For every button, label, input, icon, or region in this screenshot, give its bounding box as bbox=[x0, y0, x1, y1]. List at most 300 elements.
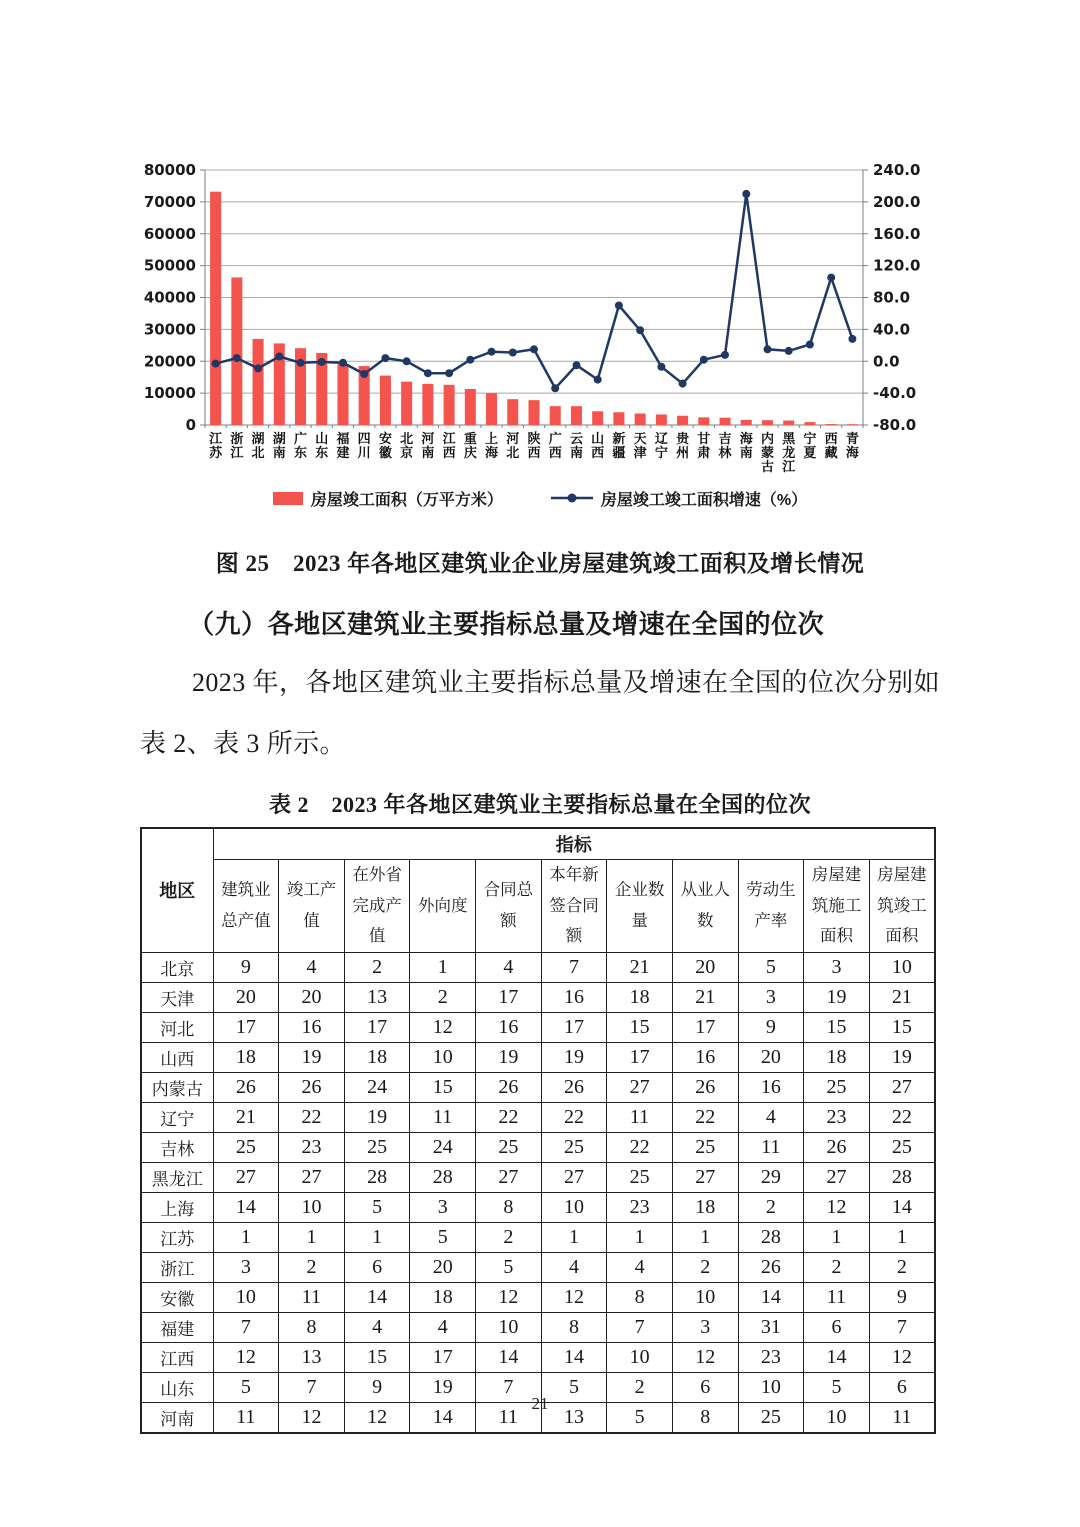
rank-cell: 13 bbox=[541, 1402, 607, 1433]
bar-甘肃 bbox=[698, 417, 709, 425]
cat-label-陕西: 陕西 bbox=[527, 431, 541, 460]
completion-area-chart bbox=[140, 148, 940, 478]
cat-label-内蒙古: 内蒙古 bbox=[760, 431, 774, 474]
rank-cell: 5 bbox=[541, 1372, 607, 1402]
region-cell: 福建 bbox=[141, 1312, 213, 1342]
point-云南 bbox=[573, 361, 581, 369]
column-header: 劳动生产率 bbox=[738, 860, 804, 953]
rank-cell: 7 bbox=[607, 1312, 673, 1342]
rank-cell: 15 bbox=[607, 1012, 673, 1042]
cat-label-辽宁: 辽宁 bbox=[654, 431, 668, 460]
rank-cell: 2 bbox=[279, 1252, 345, 1282]
rank-cell: 26 bbox=[738, 1252, 804, 1282]
rank-cell: 22 bbox=[541, 1102, 607, 1132]
table-row bbox=[141, 1102, 935, 1132]
point-宁夏 bbox=[806, 341, 814, 349]
table-row bbox=[141, 1312, 935, 1342]
rank-cell: 15 bbox=[410, 1072, 476, 1102]
region-cell: 河南 bbox=[141, 1402, 213, 1433]
rank-cell: 14 bbox=[738, 1282, 804, 1312]
rank-cell: 19 bbox=[279, 1042, 345, 1072]
rank-cell: 1 bbox=[541, 1222, 607, 1252]
rank-cell: 12 bbox=[541, 1282, 607, 1312]
rank-cell: 22 bbox=[279, 1102, 345, 1132]
rank-cell: 10 bbox=[804, 1402, 870, 1433]
bar-重庆 bbox=[465, 389, 476, 425]
rank-cell: 27 bbox=[476, 1162, 542, 1192]
point-上海 bbox=[488, 348, 496, 356]
cat-label-重庆: 重庆 bbox=[463, 431, 477, 460]
cat-label-安徽: 安徽 bbox=[378, 431, 392, 460]
rank-cell: 2 bbox=[738, 1192, 804, 1222]
rank-cell: 27 bbox=[607, 1072, 673, 1102]
rank-cell: 2 bbox=[672, 1252, 738, 1282]
column-header: 合同总额 bbox=[476, 860, 542, 953]
point-海南 bbox=[742, 190, 750, 198]
rank-cell: 27 bbox=[804, 1162, 870, 1192]
table-row bbox=[141, 1132, 935, 1162]
rank-cell: 26 bbox=[672, 1072, 738, 1102]
right-axis-tick: 240.0 bbox=[873, 161, 921, 179]
rank-cell: 17 bbox=[410, 1342, 476, 1372]
table-row bbox=[141, 1012, 935, 1042]
rank-cell: 18 bbox=[672, 1192, 738, 1222]
point-江西 bbox=[445, 369, 453, 377]
rank-cell: 25 bbox=[607, 1162, 673, 1192]
rank-cell: 20 bbox=[410, 1252, 476, 1282]
rank-cell: 18 bbox=[607, 982, 673, 1012]
rank-cell: 18 bbox=[344, 1042, 410, 1072]
cat-label-上海: 上海 bbox=[485, 431, 499, 460]
rank-cell: 5 bbox=[738, 952, 804, 982]
page-number: 21 bbox=[531, 1394, 549, 1413]
rank-cell: 25 bbox=[541, 1132, 607, 1162]
rank-cell: 3 bbox=[410, 1192, 476, 1222]
chart-legend bbox=[140, 485, 940, 511]
bar-河北 bbox=[507, 399, 518, 425]
table-row bbox=[141, 1252, 935, 1282]
rank-cell: 6 bbox=[672, 1372, 738, 1402]
bar-山西 bbox=[592, 411, 603, 425]
rank-cell: 20 bbox=[279, 982, 345, 1012]
rank-cell: 21 bbox=[869, 982, 935, 1012]
rank-cell: 1 bbox=[804, 1222, 870, 1252]
cat-label-甘肃: 甘肃 bbox=[697, 431, 711, 460]
table-row bbox=[141, 1342, 935, 1372]
rank-cell: 19 bbox=[541, 1042, 607, 1072]
cat-label-广东: 广东 bbox=[294, 431, 308, 460]
rank-cell: 16 bbox=[672, 1042, 738, 1072]
rank-cell: 6 bbox=[344, 1252, 410, 1282]
table-row bbox=[141, 1222, 935, 1252]
rank-cell: 31 bbox=[738, 1312, 804, 1342]
rank-cell: 14 bbox=[476, 1342, 542, 1372]
cat-label-四川: 四川 bbox=[357, 431, 371, 460]
rank-cell: 11 bbox=[213, 1402, 279, 1433]
rank-cell: 12 bbox=[804, 1192, 870, 1222]
point-河南 bbox=[424, 369, 432, 377]
point-北京 bbox=[403, 357, 411, 365]
figure-caption: 图 25 2023 年各地区建筑业企业房屋建筑竣工面积及增长情况 bbox=[215, 551, 865, 576]
rank-cell: 12 bbox=[344, 1402, 410, 1433]
cat-label-浙江: 浙江 bbox=[230, 431, 244, 460]
rank-cell: 14 bbox=[541, 1342, 607, 1372]
rank-cell: 17 bbox=[213, 1012, 279, 1042]
legend-item-bar bbox=[273, 487, 503, 510]
rank-cell: 27 bbox=[213, 1162, 279, 1192]
rank-cell: 4 bbox=[607, 1252, 673, 1282]
rank-cell: 15 bbox=[804, 1012, 870, 1042]
region-cell: 北京 bbox=[141, 952, 213, 982]
rank-cell: 8 bbox=[541, 1312, 607, 1342]
rank-cell: 10 bbox=[279, 1192, 345, 1222]
column-header: 竣工产值 bbox=[279, 860, 345, 953]
region-cell: 河北 bbox=[141, 1012, 213, 1042]
cat-label-西藏: 西藏 bbox=[824, 431, 838, 460]
point-辽宁 bbox=[657, 363, 665, 371]
right-axis-tick: 40.0 bbox=[873, 320, 911, 339]
rank-cell: 29 bbox=[738, 1162, 804, 1192]
rank-cell: 2 bbox=[476, 1222, 542, 1252]
column-header: 房屋建筑竣工面积 bbox=[869, 860, 935, 953]
right-axis-tick: 160.0 bbox=[873, 224, 921, 243]
bar-西藏 bbox=[826, 424, 837, 425]
bar-黑龙江 bbox=[783, 421, 794, 425]
point-西藏 bbox=[827, 274, 835, 282]
left-axis-tick: 30000 bbox=[143, 320, 196, 339]
point-陕西 bbox=[530, 345, 538, 353]
rank-cell: 5 bbox=[213, 1372, 279, 1402]
rank-cell: 17 bbox=[672, 1012, 738, 1042]
rank-cell: 13 bbox=[344, 982, 410, 1012]
rank-cell: 1 bbox=[672, 1222, 738, 1252]
rank-cell: 25 bbox=[804, 1072, 870, 1102]
rank-cell: 28 bbox=[410, 1162, 476, 1192]
left-axis-tick: 10000 bbox=[143, 384, 196, 403]
rank-cell: 1 bbox=[344, 1222, 410, 1252]
rank-cell: 1 bbox=[869, 1222, 935, 1252]
bar-安徽 bbox=[380, 376, 391, 425]
column-header: 外向度 bbox=[410, 860, 476, 953]
rank-cell: 9 bbox=[738, 1012, 804, 1042]
rank-cell: 19 bbox=[476, 1042, 542, 1072]
legend-line-label: 房屋竣工竣工面积增速（%） bbox=[600, 491, 808, 509]
rank-cell: 24 bbox=[410, 1132, 476, 1162]
line-series bbox=[212, 190, 857, 392]
rank-cell: 10 bbox=[476, 1312, 542, 1342]
region-cell: 江苏 bbox=[141, 1222, 213, 1252]
cat-label-江西: 江西 bbox=[442, 431, 456, 460]
rank-cell: 16 bbox=[279, 1012, 345, 1042]
rank-cell: 2 bbox=[344, 952, 410, 982]
cat-label-新疆: 新疆 bbox=[612, 431, 626, 460]
cat-label-天津: 天津 bbox=[633, 431, 647, 460]
bar-swatch-icon bbox=[273, 492, 303, 505]
table-row bbox=[141, 1042, 935, 1072]
rank-cell: 7 bbox=[213, 1312, 279, 1342]
point-山东 bbox=[318, 358, 326, 366]
rank-cell: 20 bbox=[738, 1042, 804, 1072]
cat-label-吉林: 吉林 bbox=[718, 431, 732, 460]
cat-label-山东: 山东 bbox=[315, 431, 329, 460]
rank-cell: 1 bbox=[410, 952, 476, 982]
rank-cell: 2 bbox=[869, 1252, 935, 1282]
rank-cell: 19 bbox=[410, 1372, 476, 1402]
rank-cell: 23 bbox=[738, 1342, 804, 1372]
rank-cell: 3 bbox=[213, 1252, 279, 1282]
point-广东 bbox=[297, 359, 305, 367]
rank-cell: 28 bbox=[344, 1162, 410, 1192]
cat-label-河北: 河北 bbox=[506, 431, 520, 460]
left-axis-tick: 20000 bbox=[143, 352, 196, 371]
rank-cell: 5 bbox=[410, 1222, 476, 1252]
point-湖北 bbox=[254, 364, 262, 372]
rank-cell: 19 bbox=[869, 1042, 935, 1072]
bar-上海 bbox=[486, 393, 497, 425]
bar-陕西 bbox=[529, 400, 540, 425]
rank-cell: 12 bbox=[869, 1342, 935, 1372]
rank-cell: 26 bbox=[213, 1072, 279, 1102]
rank-cell: 21 bbox=[672, 982, 738, 1012]
table-row bbox=[141, 1282, 935, 1312]
rank-table bbox=[140, 827, 936, 1434]
bar-内蒙古 bbox=[762, 420, 773, 425]
column-header: 本年新签合同额 bbox=[541, 860, 607, 953]
cat-label-宁夏: 宁夏 bbox=[803, 431, 817, 460]
rank-cell: 18 bbox=[213, 1042, 279, 1072]
rank-cell: 26 bbox=[804, 1132, 870, 1162]
rank-cell: 6 bbox=[869, 1372, 935, 1402]
bar-北京 bbox=[401, 382, 412, 425]
rank-cell: 24 bbox=[344, 1072, 410, 1102]
rank-cell: 17 bbox=[476, 982, 542, 1012]
right-axis-tick: 120.0 bbox=[873, 256, 921, 275]
point-湖南 bbox=[275, 353, 283, 361]
rank-cell: 25 bbox=[213, 1132, 279, 1162]
left-axis-tick: 50000 bbox=[143, 256, 196, 275]
rank-cell: 2 bbox=[804, 1252, 870, 1282]
rank-cell: 17 bbox=[541, 1012, 607, 1042]
rank-cell: 22 bbox=[869, 1102, 935, 1132]
bar-海南 bbox=[741, 420, 752, 425]
table-title: 表 2 2023 年各地区建筑业主要指标总量在全国的位次 bbox=[268, 792, 811, 818]
rank-cell: 27 bbox=[279, 1162, 345, 1192]
region-cell: 江西 bbox=[141, 1342, 213, 1372]
bar-江西 bbox=[444, 385, 455, 425]
rank-cell: 23 bbox=[804, 1102, 870, 1132]
table-row bbox=[141, 1162, 935, 1192]
right-axis-tick: 200.0 bbox=[873, 192, 921, 211]
rank-cell: 11 bbox=[410, 1102, 476, 1132]
rank-cell: 7 bbox=[541, 952, 607, 982]
rank-cell: 19 bbox=[804, 982, 870, 1012]
rank-cell: 27 bbox=[541, 1162, 607, 1192]
rank-cell: 11 bbox=[804, 1282, 870, 1312]
bar-湖北 bbox=[253, 339, 264, 425]
right-axis-tick: -80.0 bbox=[873, 416, 917, 434]
rank-cell: 10 bbox=[541, 1192, 607, 1222]
bar-云南 bbox=[571, 406, 582, 425]
rank-cell: 5 bbox=[804, 1372, 870, 1402]
table-row bbox=[141, 1072, 935, 1102]
rank-cell: 21 bbox=[607, 952, 673, 982]
rank-cell: 25 bbox=[672, 1132, 738, 1162]
column-header: 企业数量 bbox=[607, 860, 673, 953]
point-重庆 bbox=[466, 356, 474, 364]
column-header: 建筑业总产值 bbox=[213, 860, 279, 953]
bar-广西 bbox=[550, 406, 561, 425]
growth-line bbox=[216, 194, 853, 388]
rank-cell: 11 bbox=[476, 1402, 542, 1433]
right-axis-tick: 80.0 bbox=[873, 288, 911, 307]
rank-cell: 12 bbox=[672, 1342, 738, 1372]
rank-cell: 23 bbox=[279, 1132, 345, 1162]
rank-cell: 28 bbox=[738, 1222, 804, 1252]
rank-cell: 18 bbox=[410, 1282, 476, 1312]
rank-cell: 8 bbox=[279, 1312, 345, 1342]
cat-label-山西: 山西 bbox=[591, 431, 605, 460]
point-福建 bbox=[339, 359, 347, 367]
rank-cell: 18 bbox=[804, 1042, 870, 1072]
right-axis-tick: 0.0 bbox=[873, 352, 900, 371]
rank-cell: 10 bbox=[672, 1282, 738, 1312]
rank-cell: 3 bbox=[738, 982, 804, 1012]
rank-cell: 6 bbox=[804, 1312, 870, 1342]
bar-河南 bbox=[422, 384, 433, 425]
table-row bbox=[141, 952, 935, 982]
point-浙江 bbox=[233, 354, 241, 362]
point-河北 bbox=[509, 349, 517, 357]
column-header: 在外省完成产值 bbox=[344, 860, 410, 953]
rank-cell: 12 bbox=[213, 1342, 279, 1372]
section-heading: （九）各地区建筑业主要指标总量及增速在全国的位次 bbox=[188, 610, 825, 639]
rank-cell: 27 bbox=[672, 1162, 738, 1192]
point-吉林 bbox=[721, 351, 729, 359]
point-内蒙古 bbox=[764, 345, 772, 353]
rank-cell: 10 bbox=[738, 1372, 804, 1402]
left-axis-tick: 0 bbox=[185, 416, 196, 434]
point-黑龙江 bbox=[785, 347, 793, 355]
rank-cell: 11 bbox=[607, 1102, 673, 1132]
left-axis-tick: 70000 bbox=[143, 192, 196, 211]
rank-cell: 4 bbox=[279, 952, 345, 982]
rank-cell: 4 bbox=[476, 952, 542, 982]
rank-cell: 14 bbox=[804, 1342, 870, 1372]
cat-label-江苏: 江苏 bbox=[209, 431, 223, 460]
rank-cell: 26 bbox=[541, 1072, 607, 1102]
table-row bbox=[141, 982, 935, 1012]
bar-青海 bbox=[847, 424, 858, 425]
rank-cell: 12 bbox=[279, 1402, 345, 1433]
cat-label-海南: 海南 bbox=[739, 431, 753, 460]
cat-label-湖南: 湖南 bbox=[272, 431, 286, 460]
rank-cell: 14 bbox=[344, 1282, 410, 1312]
rank-cell: 2 bbox=[410, 982, 476, 1012]
rank-cell: 14 bbox=[410, 1402, 476, 1433]
rank-cell: 9 bbox=[344, 1372, 410, 1402]
cat-label-黑龙江: 黑龙江 bbox=[782, 431, 796, 474]
region-cell: 辽宁 bbox=[141, 1102, 213, 1132]
rank-cell: 10 bbox=[213, 1282, 279, 1312]
rank-cell: 16 bbox=[738, 1072, 804, 1102]
rank-cell: 26 bbox=[476, 1072, 542, 1102]
rank-cell: 4 bbox=[738, 1102, 804, 1132]
rank-cell: 1 bbox=[213, 1222, 279, 1252]
rank-cell: 15 bbox=[869, 1012, 935, 1042]
rank-cell: 20 bbox=[672, 952, 738, 982]
rank-cell: 8 bbox=[476, 1192, 542, 1222]
point-新疆 bbox=[615, 302, 623, 310]
region-cell: 山东 bbox=[141, 1372, 213, 1402]
cat-label-广西: 广西 bbox=[548, 431, 562, 460]
bar-新疆 bbox=[613, 412, 624, 425]
rank-cell: 15 bbox=[344, 1342, 410, 1372]
rank-cell: 16 bbox=[541, 982, 607, 1012]
cat-label-贵州: 贵州 bbox=[676, 431, 690, 460]
rank-cell: 3 bbox=[804, 952, 870, 982]
rank-cell: 11 bbox=[279, 1282, 345, 1312]
category-labels bbox=[208, 431, 860, 474]
rank-cell: 9 bbox=[869, 1282, 935, 1312]
rank-cell: 1 bbox=[607, 1222, 673, 1252]
legend-item-line bbox=[551, 487, 807, 510]
rank-cell: 19 bbox=[344, 1102, 410, 1132]
column-header: 从业人数 bbox=[672, 860, 738, 953]
region-cell: 山西 bbox=[141, 1042, 213, 1072]
cat-label-河南: 河南 bbox=[421, 431, 435, 460]
point-四川 bbox=[360, 370, 368, 378]
rank-cell: 22 bbox=[672, 1102, 738, 1132]
region-cell: 浙江 bbox=[141, 1252, 213, 1282]
rank-cell: 9 bbox=[213, 952, 279, 982]
rank-cell: 4 bbox=[410, 1312, 476, 1342]
table-row bbox=[141, 1192, 935, 1222]
region-cell: 安徽 bbox=[141, 1282, 213, 1312]
rank-cell: 27 bbox=[869, 1072, 935, 1102]
rank-cell: 13 bbox=[279, 1342, 345, 1372]
rank-cell: 7 bbox=[869, 1312, 935, 1342]
rank-cell: 4 bbox=[344, 1312, 410, 1342]
point-江苏 bbox=[212, 360, 220, 368]
rank-cell: 12 bbox=[410, 1012, 476, 1042]
page-content bbox=[140, 148, 940, 1434]
cat-label-青海: 青海 bbox=[845, 431, 859, 460]
rank-cell: 5 bbox=[607, 1402, 673, 1433]
right-axis-tick: -40.0 bbox=[873, 384, 917, 403]
rank-cell: 7 bbox=[476, 1372, 542, 1402]
left-axis-tick: 60000 bbox=[143, 224, 196, 243]
region-cell: 内蒙古 bbox=[141, 1072, 213, 1102]
rank-cell: 10 bbox=[869, 952, 935, 982]
rank-cell: 21 bbox=[213, 1102, 279, 1132]
rank-cell: 1 bbox=[279, 1222, 345, 1252]
bar-江苏 bbox=[210, 192, 221, 425]
cat-label-北京: 北京 bbox=[400, 431, 414, 460]
rank-cell: 11 bbox=[738, 1132, 804, 1162]
point-天津 bbox=[636, 326, 644, 334]
body-paragraph: 2023 年，各地区建筑业主要指标总量及增速在全国的位次分别如表 2、表 3 所示。 bbox=[140, 668, 940, 758]
region-cell: 黑龙江 bbox=[141, 1162, 213, 1192]
rank-cell: 14 bbox=[869, 1192, 935, 1222]
column-header: 房屋建筑施工面积 bbox=[804, 860, 870, 953]
cat-label-湖北: 湖北 bbox=[251, 431, 265, 460]
rank-cell: 3 bbox=[672, 1312, 738, 1342]
rank-cell: 5 bbox=[344, 1192, 410, 1222]
rank-cell: 12 bbox=[476, 1282, 542, 1312]
cat-label-福建: 福建 bbox=[336, 431, 350, 460]
point-安徽 bbox=[381, 354, 389, 362]
left-axis-tick: 40000 bbox=[143, 288, 196, 307]
